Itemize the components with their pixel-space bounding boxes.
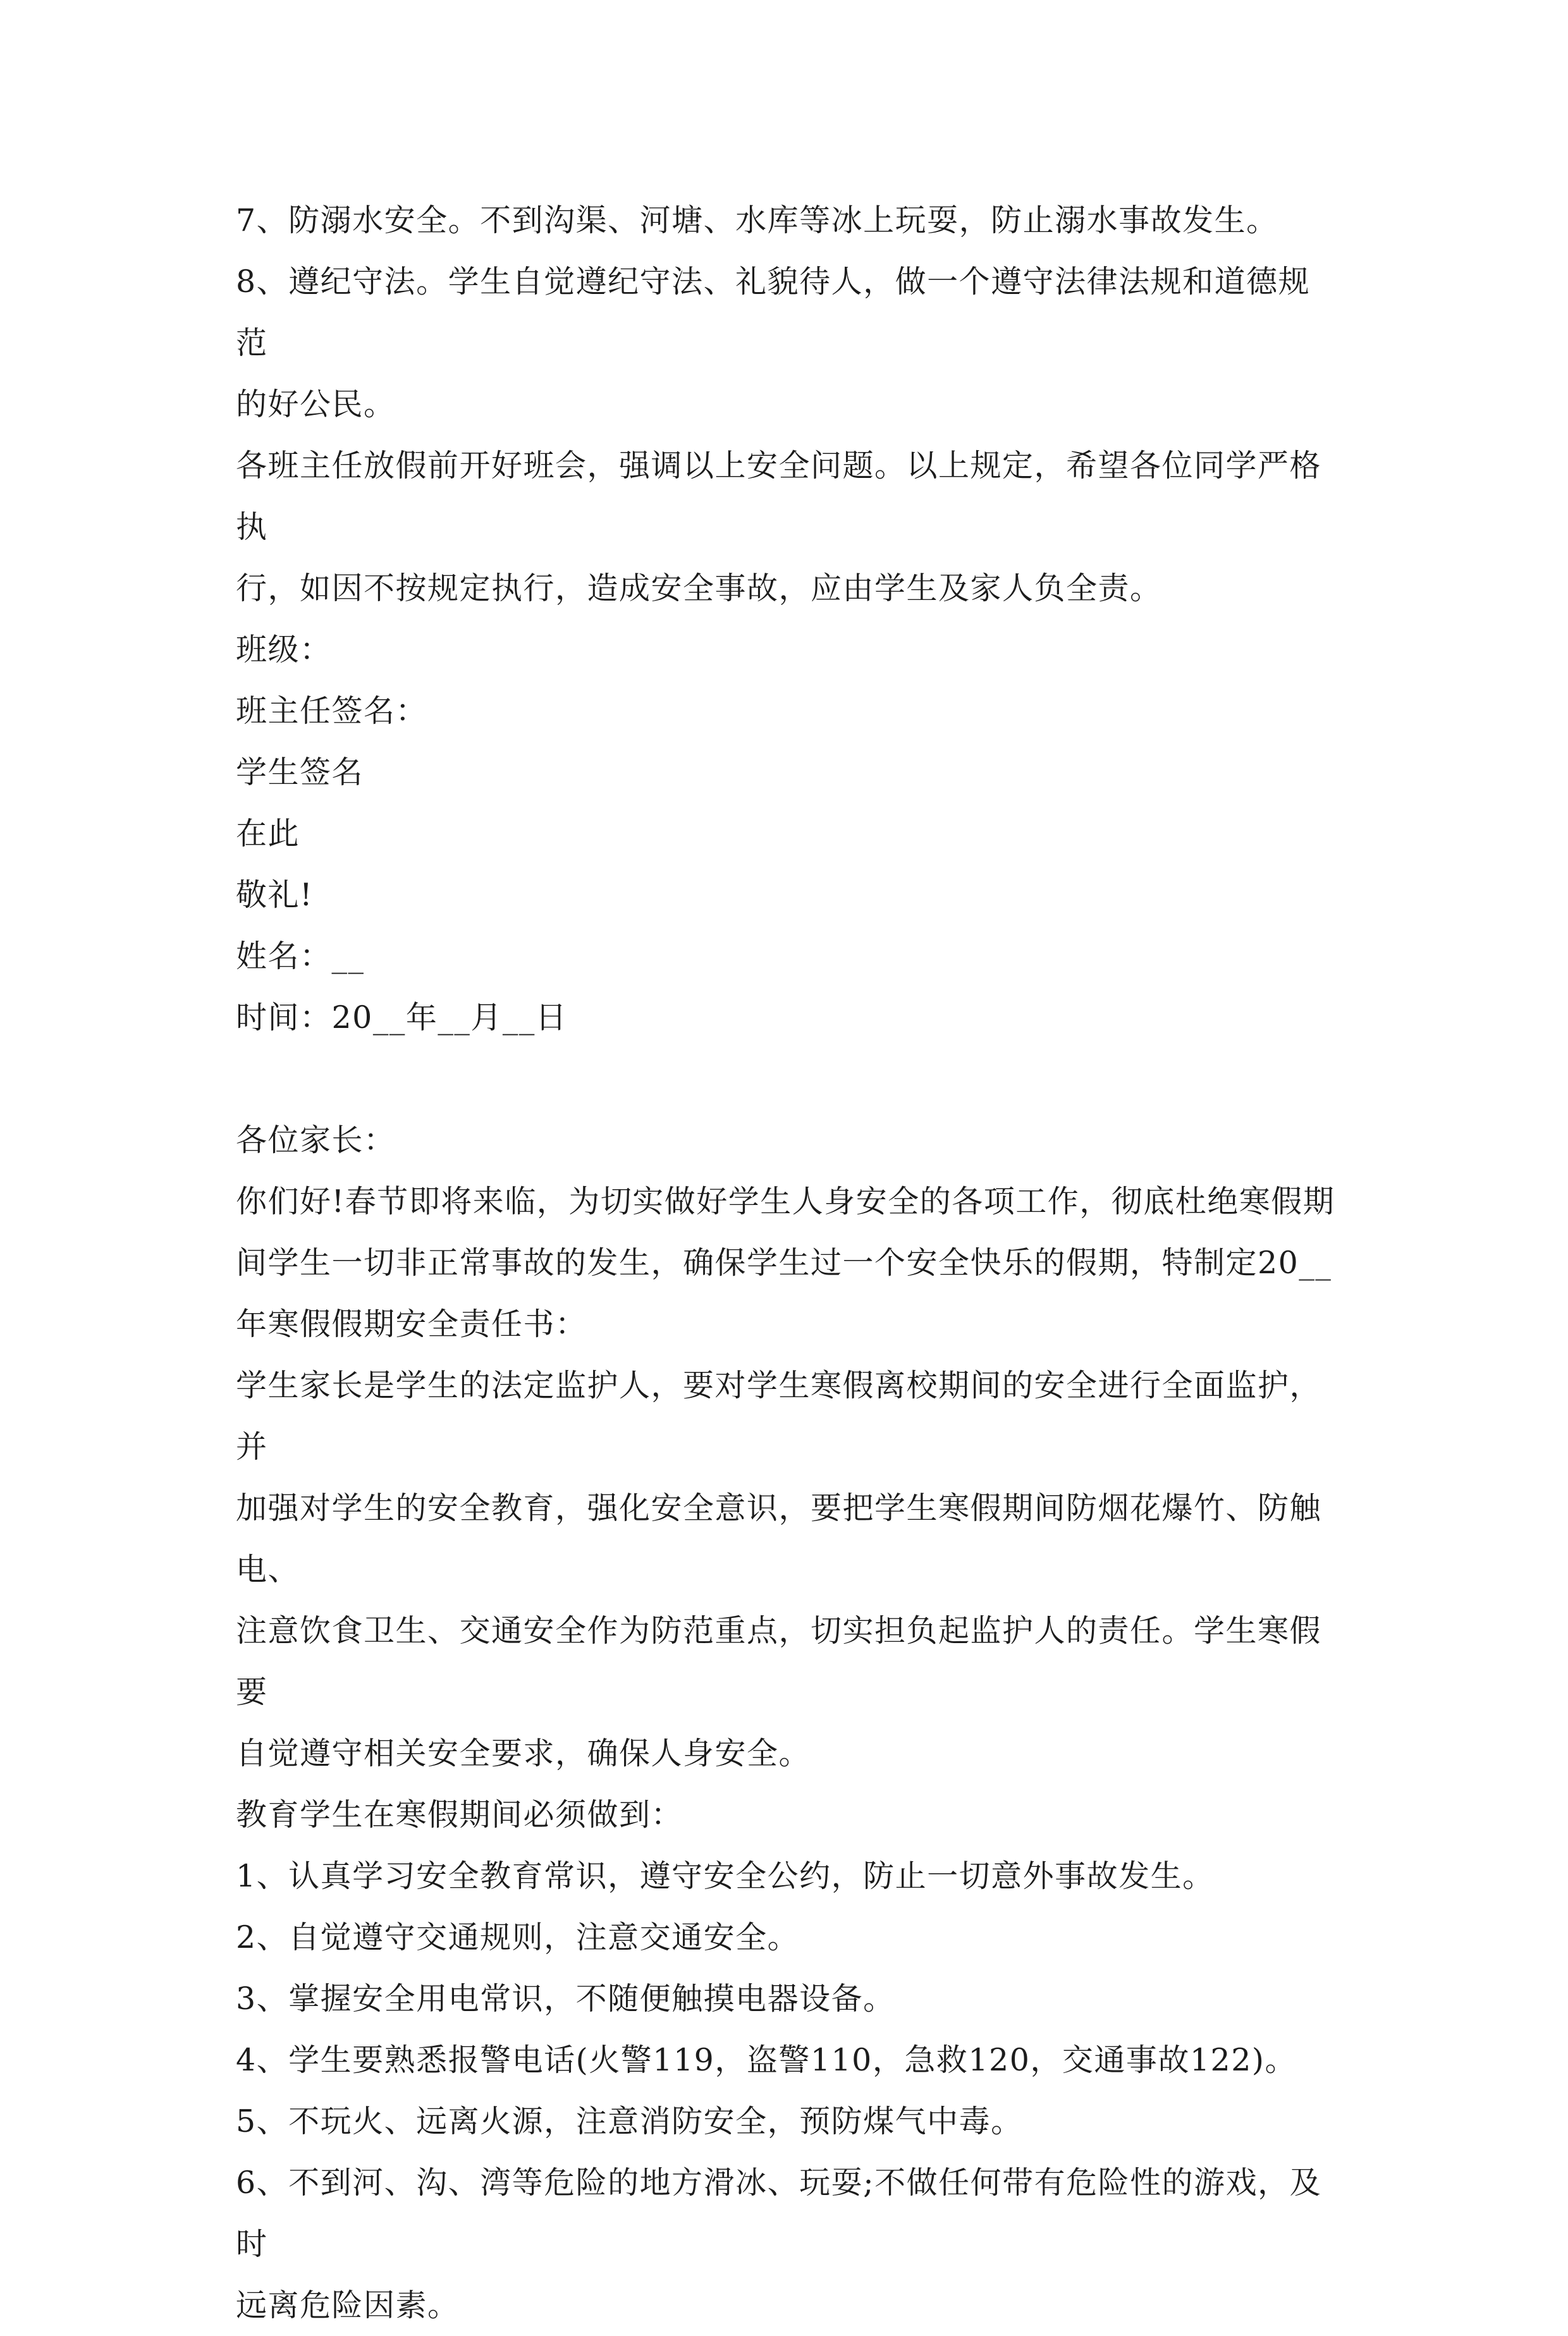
notice-line-2: 行，如因不按规定执行，造成安全事故，应由学生及家人负全责。 [236,570,1162,606]
intro-line-2: 间学生一切非正常事故的发生，确保学生过一个安全快乐的假期，特制定20__ [236,1245,1332,1281]
time-line: 时间：20__年__月__日 [236,1000,568,1036]
rule-5: 5、不玩火、远离火源，注意消防安全，预防煤气中毒。 [236,2103,1023,2139]
closing-here: 在此 [236,816,300,852]
teacher-signature-label: 班主任签名： [236,693,428,729]
guardian-line-1: 学生家长是学生的法定监护人，要对学生寒假离校期间的安全进行全面监护，并 [236,1367,1322,1465]
notice-line-1: 各班主任放假前开好班会，强调以上安全问题。以上规定，希望各位同学严格执 [236,448,1322,545]
guardian-line-4: 自觉遵守相关安全要求，确保人身安全。 [236,1735,811,1771]
closing-salute: 敬礼! [236,877,314,913]
class-label: 班级： [236,632,332,668]
rule-1: 1、认真学习安全教育常识，遵守安全公约，防止一切意外事故发生。 [236,1858,1215,1894]
guardian-line-2: 加强对学生的安全教育，强化安全意识，要把学生寒假期间防烟花爆竹、防触电、 [236,1490,1322,1587]
section-gap [236,1048,1339,1110]
rule-4: 4、学生要熟悉报警电话(火警119，盗警110，急救120，交通事故122)。 [236,2042,1297,2078]
rule-8-line-1: 8、遵纪守法。学生自觉遵纪守法、礼貌待人，做一个遵守法律法规和道德规范 [236,264,1311,361]
guardian-line-3: 注意饮食卫生、交通安全作为防范重点，切实担负起监护人的责任。学生寒假要 [236,1613,1322,1710]
intro-line-1: 你们好!春节即将来临，为切实做好学生人身安全的各项工作，彻底杜绝寒假期 [236,1183,1335,1220]
name-line: 姓名：__ [236,938,365,974]
rule-7: 7、防溺水安全。不到沟渠、河塘、水库等冰上玩耍，防止溺水事故发生。 [236,202,1278,238]
document-body [236,190,1339,2336]
parent-greeting: 各位家长： [236,1122,396,1158]
rule-6-line-1: 6、不到河、沟、湾等危险的地方滑冰、玩耍;不做任何带有危险性的游戏，及时 [236,2165,1322,2262]
rule-6-line-2: 远离危险因素。 [236,2287,460,2323]
intro-line-3: 年寒假假期安全责任书： [236,1306,587,1342]
student-signature-label: 学生签名 [236,754,364,790]
must-do-heading: 教育学生在寒假期间必须做到： [236,1797,683,1833]
rule-8-line-2: 的好公民。 [236,386,396,422]
rule-3: 3、掌握安全用电常识，不随便触摸电器设备。 [236,1981,895,2017]
rule-2: 2、自觉遵守交通规则，注意交通安全。 [236,1919,800,1955]
